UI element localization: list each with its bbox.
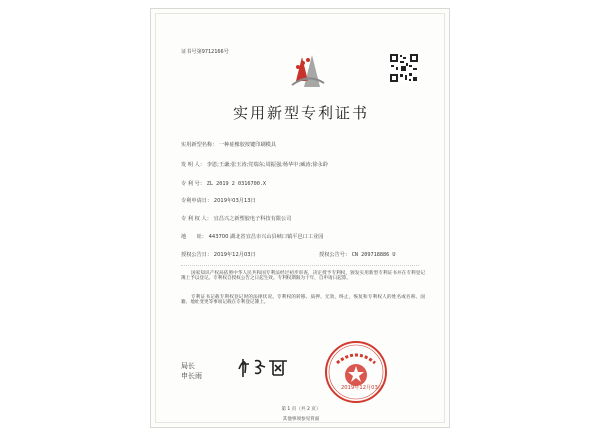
field-value: 宜昌兴之新塑胶电子科技有限公司 bbox=[213, 216, 292, 222]
director-label: 局长 bbox=[181, 362, 195, 370]
field-label: 地 址： bbox=[181, 234, 207, 240]
certificate-title: 实用新型专利证书 bbox=[232, 104, 369, 122]
field-label: 授权公告日： bbox=[181, 252, 213, 258]
field-application-date bbox=[181, 198, 256, 204]
field-name bbox=[181, 142, 276, 148]
field-value: 443700 湖北省宜昌市兴山县峡口镇平邑口工业园 bbox=[208, 234, 324, 240]
qr-code-icon bbox=[389, 53, 419, 83]
field-label: 发 明 人： bbox=[181, 162, 206, 168]
field-value: 2019年03月13日 bbox=[213, 198, 256, 204]
field-value: 2019年12月03日 bbox=[213, 252, 256, 258]
notice-paragraph-2: 专利证书记载专利权登记时的法律状况。专利权的转移、质押、无效、终止、恢复和专利权人的姓名或名称、国籍、地址变更等事项记载在专利登记簿上。 bbox=[181, 295, 425, 306]
field-label: 专 利 权 人： bbox=[181, 216, 212, 222]
seal-date: 2019年12月03日 bbox=[341, 385, 383, 391]
field-value: CN 209718886 U bbox=[351, 252, 396, 258]
field-grant-date bbox=[181, 252, 256, 258]
director-role: 申长雨 bbox=[181, 372, 202, 380]
patent-office-emblem-icon bbox=[288, 51, 328, 93]
field-value: ZL 2019 2 0316700.X bbox=[206, 181, 267, 187]
field-inventors bbox=[181, 162, 328, 168]
field-label: 实用新型名称： bbox=[181, 142, 218, 148]
director-signature bbox=[235, 355, 295, 379]
official-seal bbox=[323, 339, 389, 405]
notice-paragraph-1: 国家知识产权局依照中华人民共和国专利法经过初步审查，决定授予专利权，颁发实用新型专利证书并在专利登记簿上予以登记。专利权自授权公告之日起生效。专利权期限为十年，自申请日起算。 bbox=[181, 271, 425, 282]
field-value: 一种硅橡胶按键印刷模具 bbox=[218, 142, 277, 148]
field-announcement bbox=[319, 252, 396, 258]
field-label: 专利申请日： bbox=[181, 198, 213, 204]
page-indicator: 第 1 页（共 2 页） bbox=[281, 407, 321, 412]
certificate-number: 证书号第9712166号 bbox=[181, 49, 229, 55]
divider bbox=[181, 265, 419, 266]
field-label: 专 利 号： bbox=[181, 181, 206, 187]
field-patent-number bbox=[181, 181, 266, 187]
footer-note: 其他事项参见背面 bbox=[282, 417, 320, 422]
field-address bbox=[181, 234, 323, 240]
field-value: 李恩;王谦;张玉涛;党瑞东;周振强;杨华中;臧涛;徐永聆 bbox=[206, 162, 328, 168]
field-patentee bbox=[181, 216, 291, 222]
field-label: 授权公告号： bbox=[319, 252, 351, 258]
patent-certificate bbox=[150, 8, 450, 428]
